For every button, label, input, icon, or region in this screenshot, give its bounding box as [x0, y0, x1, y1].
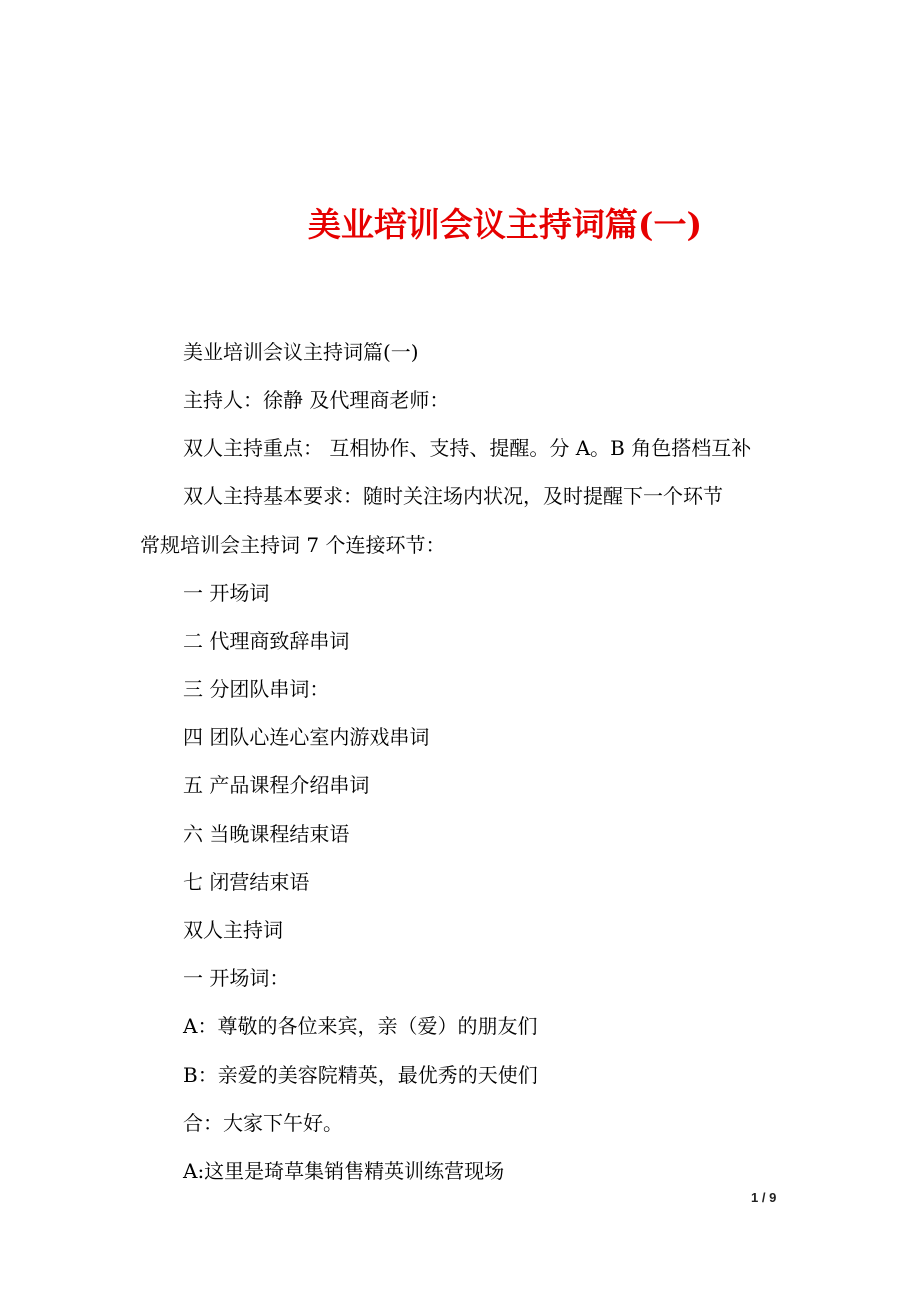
paragraph-line: 六 当晚课程结束语 — [183, 822, 350, 846]
paragraph-line: 常规培训会主持词 7 个连接环节： — [140, 533, 446, 557]
paragraph-line: 双人主持重点： 互相协作、支持、提醒。分 A。B 角色搭档互补 — [183, 436, 752, 460]
paragraph-line: B：亲爱的美容院精英，最优秀的天使们 — [183, 1063, 538, 1087]
paragraph-line: 双人主持基本要求：随时关注场内状况，及时提醒下一个环节 — [183, 484, 723, 508]
page-number: 1 / 9 — [751, 1190, 777, 1205]
paragraph-line: 四 团队心连心室内游戏串词 — [183, 725, 430, 749]
paragraph-line: 主持人：徐静 及代理商老师： — [183, 388, 450, 412]
document-title: 美业培训会议主持词篇(一) — [307, 205, 703, 244]
paragraph-line: 二 代理商致辞串词 — [183, 629, 350, 653]
paragraph-line: 一 开场词： — [183, 966, 290, 990]
paragraph-line: 合：大家下午好。 — [183, 1111, 343, 1135]
paragraph-line: A:这里是琦草集销售精英训练营现场 — [183, 1159, 505, 1183]
paragraph-line: 三 分团队串词： — [183, 677, 330, 701]
paragraph-line: 双人主持词 — [183, 918, 283, 942]
paragraph-line: 美业培训会议主持词篇(一) — [183, 340, 419, 364]
paragraph-line: A：尊敬的各位来宾，亲（爱）的朋友们 — [183, 1014, 538, 1038]
paragraph-line: 一 开场词 — [183, 581, 270, 605]
paragraph-line: 五 产品课程介绍串词 — [183, 773, 370, 797]
paragraph-line: 七 闭营结束语 — [183, 870, 310, 894]
